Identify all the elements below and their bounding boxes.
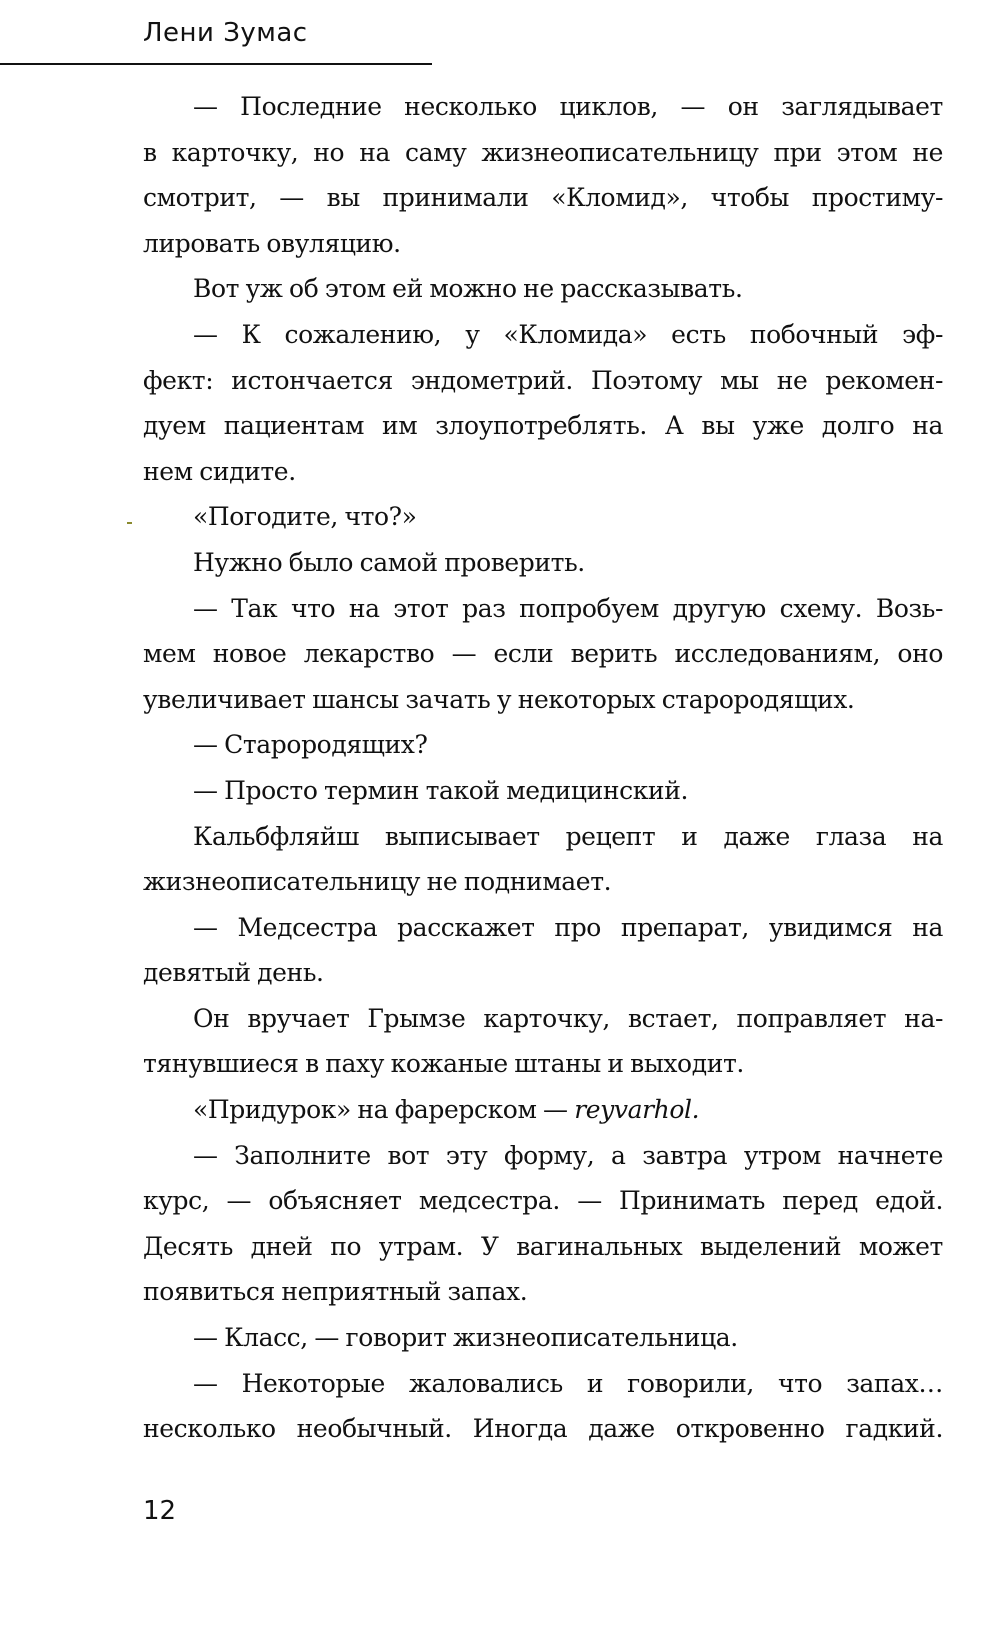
text-line-content: Вот уж об этом ей можно не рассказывать. xyxy=(193,274,743,304)
text-line-content: жизнеописательницу не поднимает. xyxy=(143,867,612,897)
header-rule xyxy=(0,63,432,65)
text-line-content: «Погодите, что?» xyxy=(193,502,417,532)
text-line-content: увеличивает шансы зачать у некоторых старородящих. xyxy=(143,684,855,714)
text-line xyxy=(143,130,943,176)
text-line xyxy=(143,1315,943,1361)
text-line-content: нем сидите. xyxy=(143,456,296,486)
text-line xyxy=(143,1133,943,1179)
text-line-content: — К сожалению, у «Кломида» есть побочный эф- xyxy=(193,319,943,349)
text-line xyxy=(143,221,943,267)
text-line-content: несколько необычный. Иногда даже откровенно гадкий. xyxy=(143,1414,943,1444)
text-line-content: — Медсестра расскажет про препарат, увидимся на xyxy=(193,912,943,942)
stray-ink-mark xyxy=(127,522,132,524)
text-line xyxy=(143,1269,943,1315)
text-line xyxy=(143,677,943,723)
text-line xyxy=(143,449,943,495)
page-number: 12 xyxy=(143,1496,177,1526)
text-line-content: фект: истончается эндометрий. Поэтому мы не рекомен- xyxy=(143,365,943,395)
text-line xyxy=(143,84,943,130)
text-line-content: в карточку, но на саму жизнеописательницу при этом не xyxy=(143,137,943,167)
text-line xyxy=(143,586,943,632)
text-line-content: лировать овуляцию. xyxy=(143,228,401,258)
text-line-content: — Некоторые жаловались и говорили, что запах… xyxy=(193,1368,943,1398)
text-line-content: — Так что на этот раз попробуем другую схему. Возь- xyxy=(193,593,943,623)
text-line-content: — Последние несколько циклов, — он заглядывает xyxy=(193,92,943,121)
text-line-content: — Просто термин такой медицинский. xyxy=(193,775,688,805)
text-line-content: девятый день. xyxy=(143,958,324,988)
text-line xyxy=(143,1361,943,1407)
text-line xyxy=(143,722,943,768)
text-line-content: смотрит, — вы принимали «Кломид», чтобы простиму- xyxy=(143,183,943,213)
text-line xyxy=(143,1087,943,1133)
body-text xyxy=(143,84,943,1452)
text-line xyxy=(143,1041,943,1087)
text-line-content: Десять дней по утрам. У вагинальных выделений может xyxy=(143,1231,943,1261)
text-line xyxy=(143,631,943,677)
text-line xyxy=(143,950,943,996)
text-line-content: Нужно было самой проверить. xyxy=(193,547,585,577)
text-line-content: Он вручает Грымзе карточку, встает, поправляет на- xyxy=(193,1003,943,1033)
text-line xyxy=(143,312,943,358)
text-line xyxy=(143,859,943,905)
text-line xyxy=(143,266,943,312)
text-line-content: «Придурок» на фарерском — xyxy=(193,1095,575,1125)
text-line xyxy=(143,540,943,586)
italic-word: reyvarhol. xyxy=(574,1095,700,1125)
text-line xyxy=(143,814,943,860)
running-head: Лени Зумас xyxy=(143,18,308,48)
text-line xyxy=(143,768,943,814)
text-line-content: курс, — объясняет медсестра. — Принимать перед едой. xyxy=(143,1186,943,1216)
text-line xyxy=(143,358,943,404)
text-line-content: — Класс, — говорит жизнеописательница. xyxy=(193,1323,738,1353)
text-line xyxy=(143,494,943,540)
text-line-content: Кальбфляйш выписывает рецепт и даже глаза на xyxy=(193,821,943,851)
text-line xyxy=(143,1224,943,1270)
text-line-content: — Заполните вот эту форму, а завтра утром начнете xyxy=(193,1140,943,1170)
text-line-content: появиться неприятный запах. xyxy=(143,1277,528,1307)
text-line xyxy=(143,996,943,1042)
text-line xyxy=(143,403,943,449)
text-line xyxy=(143,1178,943,1224)
text-line xyxy=(143,1406,943,1452)
text-line xyxy=(143,905,943,951)
text-line xyxy=(143,175,943,221)
text-line-content: — Старородящих? xyxy=(193,730,428,760)
text-line-content: тянувшиеся в паху кожаные штаны и выходит. xyxy=(143,1049,744,1079)
text-line-content: мем новое лекарство — если верить исследованиям, оно xyxy=(143,639,943,669)
text-line-content: дуем пациентам им злоупотреблять. А вы уже долго на xyxy=(143,411,943,441)
